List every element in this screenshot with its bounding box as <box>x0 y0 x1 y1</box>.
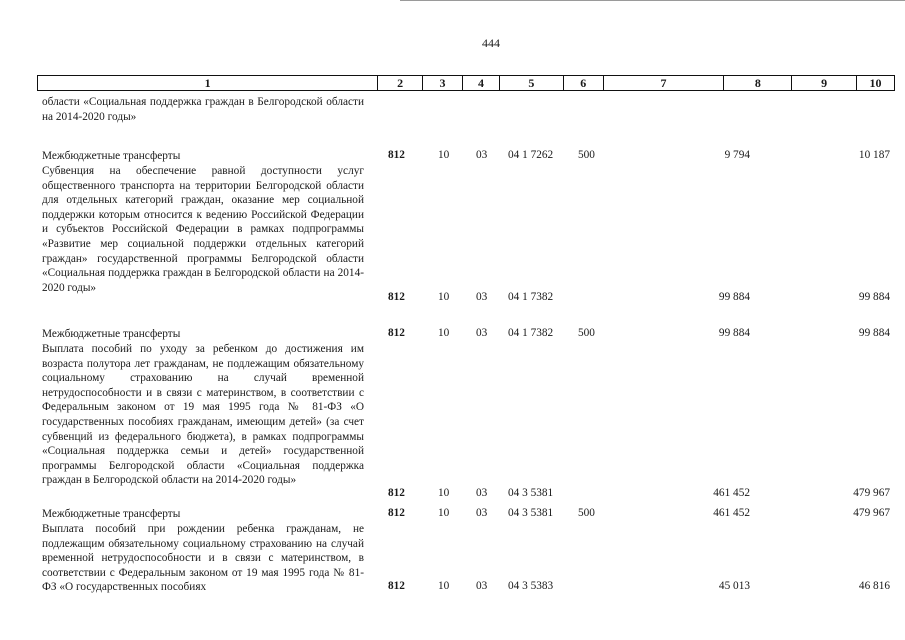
header-col-7: 7 <box>604 76 725 90</box>
cell-expense-type: 500 <box>578 507 595 519</box>
header-col-9: 9 <box>792 76 857 90</box>
cell-ministry-code: 812 <box>388 327 405 339</box>
cell-section: 10 <box>438 487 450 499</box>
cell-amount-col8: 99 884 <box>718 327 750 339</box>
header-col-5: 5 <box>500 76 564 90</box>
table-row <box>0 291 905 306</box>
cell-subsection: 03 <box>476 149 488 161</box>
row-description: Выплата пособий при рождении ребенка гражданам, не подлежащим обязательному социальному страхованию на случай временной нетрудоспособности и в связи с материнством, в соответствии с Федеральным законом от 19 мая 1995 года № 81-ФЗ «О государственных пособиях <box>42 523 364 594</box>
row-description: Межбюджетные трансферты <box>42 508 181 520</box>
cell-expense-type: 500 <box>578 149 595 161</box>
table-row <box>0 580 905 595</box>
cell-ministry-code: 812 <box>388 291 405 303</box>
cell-section: 10 <box>438 507 450 519</box>
cell-target-article: 04 1 7262 <box>508 149 554 161</box>
table-row <box>0 149 905 164</box>
cell-target-article: 04 1 7382 <box>508 291 554 303</box>
cell-target-article: 04 1 7382 <box>508 327 554 339</box>
scan-edge-line <box>400 0 905 1</box>
header-col-3: 3 <box>423 76 463 90</box>
cell-amount-col10: 99 884 <box>858 291 890 303</box>
cell-section: 10 <box>438 327 450 339</box>
cell-subsection: 03 <box>476 507 488 519</box>
header-col-10: 10 <box>869 76 882 90</box>
table-row <box>0 327 905 342</box>
cell-amount-col8: 461 452 <box>713 487 750 499</box>
row-description: Выплата пособий по уходу за ребенком до достижения им возраста полутора лет гражданам, не подлежащим обязательному социальному страхованию на случай временной нетрудоспособности и в связи с материнством, в соответствии с Федеральным законом от 19 мая 1995 года № 81-ФЗ «О государственных пособиях гражданам, имеющим детей» (за счет субвенций из федерального бюджета), в рамках подпрограммы «Социальная поддержка семьи и детей» государственной программы Белгородской области «Социальная поддержка граждан в Белгородской области на 2014-2020 годы» <box>42 343 364 487</box>
cell-amount-col8: 99 884 <box>718 291 750 303</box>
cell-ministry-code: 812 <box>388 507 405 519</box>
cell-amount-col8: 9 794 <box>724 149 750 161</box>
page-number: 444 <box>482 36 500 50</box>
header-col-4: 4 <box>463 76 500 90</box>
cell-section: 10 <box>438 291 450 303</box>
cell-subsection: 03 <box>476 487 488 499</box>
header-col-2: 2 <box>378 76 423 90</box>
row-description: области «Социальная поддержка граждан в Белгородской области на 2014-2020 годы» <box>42 96 364 123</box>
cell-amount-col10: 10 187 <box>858 149 890 161</box>
table-row <box>0 487 905 502</box>
cell-target-article: 04 3 5381 <box>508 507 554 519</box>
table-header <box>37 75 895 91</box>
header-col-1: 1 <box>38 76 378 90</box>
cell-target-article: 04 3 5381 <box>508 487 554 499</box>
cell-target-article: 04 3 5383 <box>508 580 554 592</box>
cell-subsection: 03 <box>476 291 488 303</box>
cell-expense-type: 500 <box>578 327 595 339</box>
cell-ministry-code: 812 <box>388 149 405 161</box>
cell-amount-col10: 479 967 <box>853 507 890 519</box>
cell-subsection: 03 <box>476 580 488 592</box>
row-description: Субвенция на обеспечение равной доступности услуг общественного транспорта на территории Белгородской области для отдельных категорий граждан, оказание мер социальной поддержки которым относится к ведению Российской Федерации и субъектов Российской Федерации в рамках подпрограммы «Развитие мер социальной поддержки отдельных категорий граждан» государственной программы Белгородской области «Социальная поддержка граждан в Белгородской области на 2014-2020 годы» <box>42 165 364 294</box>
row-description: Межбюджетные трансферты <box>42 328 181 340</box>
cell-section: 10 <box>438 149 450 161</box>
cell-ministry-code: 812 <box>388 580 405 592</box>
cell-subsection: 03 <box>476 327 488 339</box>
cell-amount-col10: 99 884 <box>858 327 890 339</box>
table-row <box>0 507 905 522</box>
cell-amount-col10: 46 816 <box>858 580 890 592</box>
cell-section: 10 <box>438 580 450 592</box>
header-col-8: 8 <box>724 76 792 90</box>
cell-amount-col10: 479 967 <box>853 487 890 499</box>
header-col-6: 6 <box>564 76 604 90</box>
row-description: Межбюджетные трансферты <box>42 150 181 162</box>
cell-ministry-code: 812 <box>388 487 405 499</box>
cell-amount-col8: 45 013 <box>718 580 750 592</box>
cell-amount-col8: 461 452 <box>713 507 750 519</box>
